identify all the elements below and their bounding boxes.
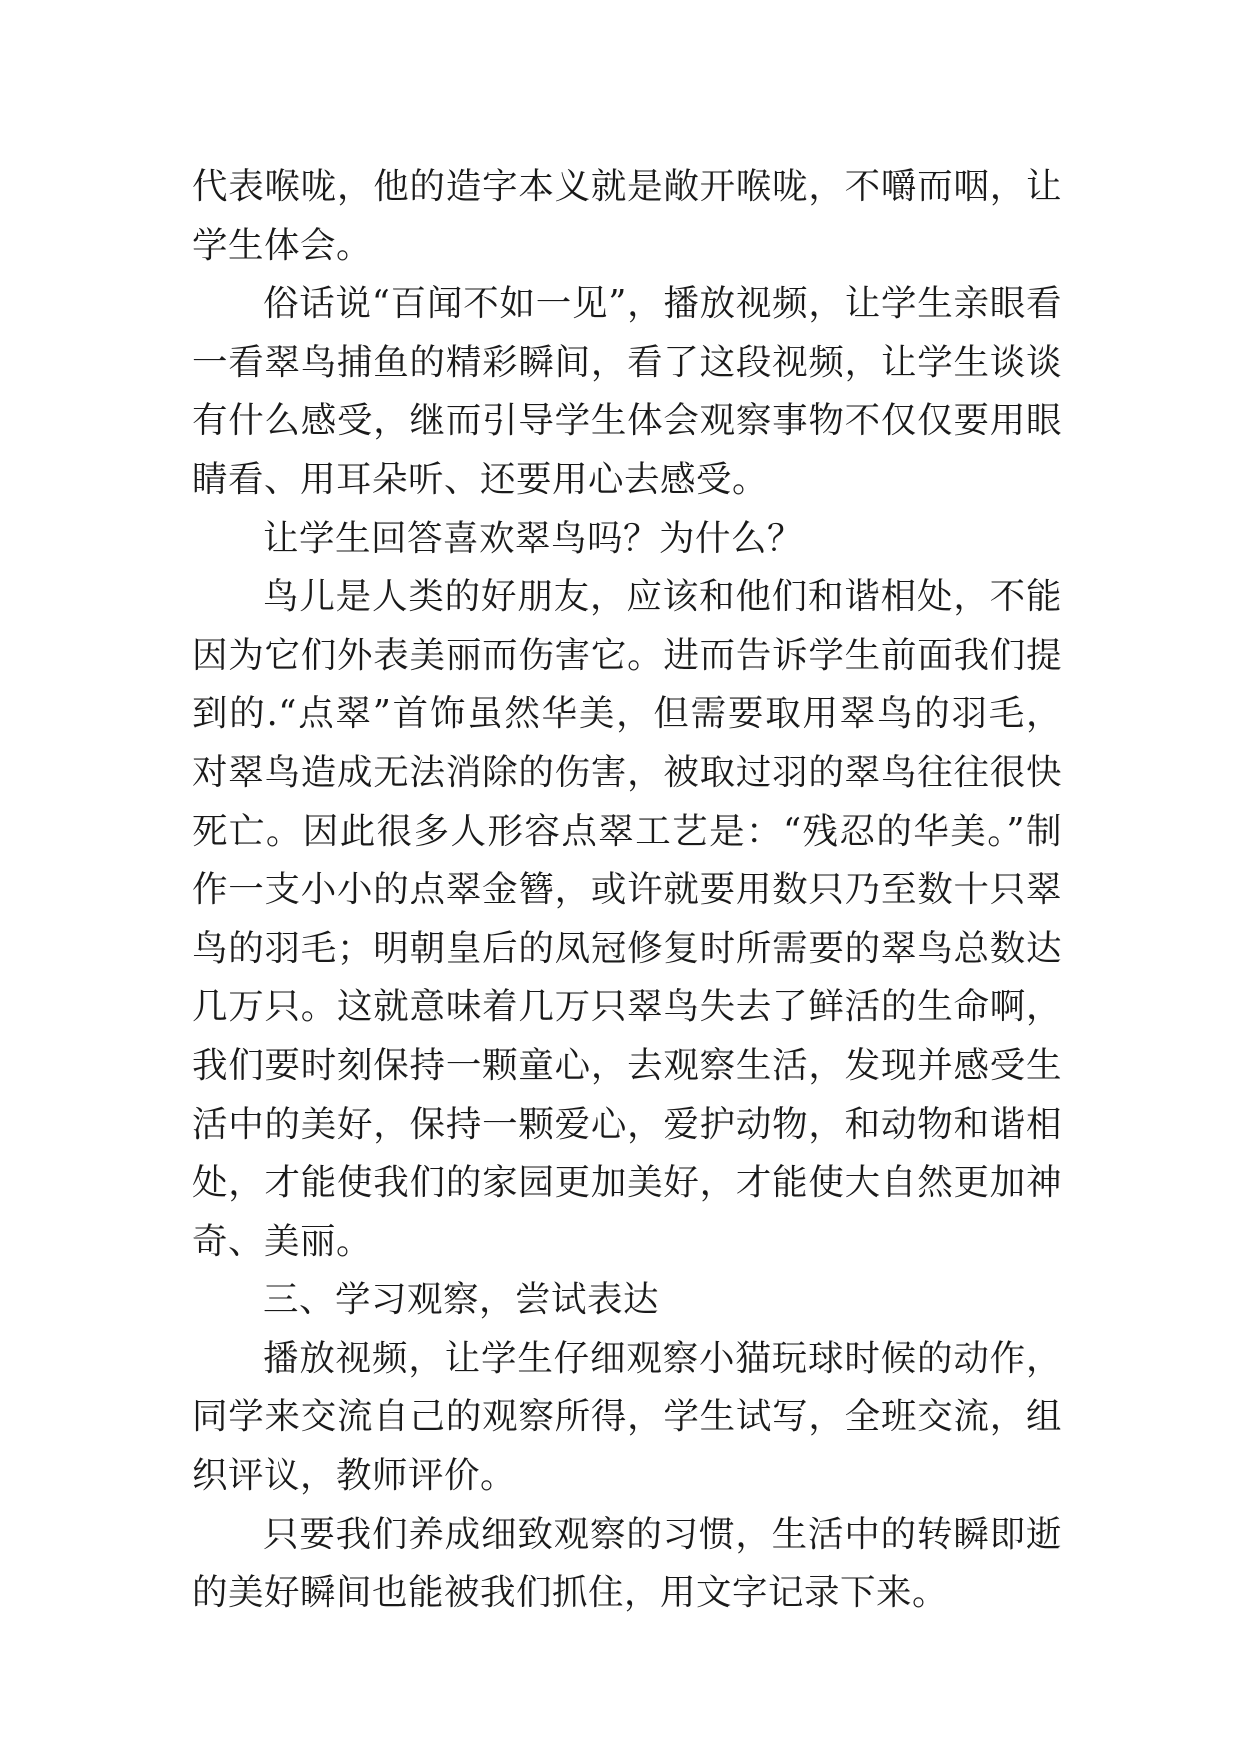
paragraph-protect-birds: 鸟儿是人类的好朋友，应该和他们和谐相处，不能因为它们外表美丽而伤害它。进而告诉学生前面我们提到的.“点翠”首饰虽然华美，但需要取用翠鸟的羽毛，对翠鸟造成无法消除的伤害，被取过羽的翠鸟往往很快死亡。因此很多人形容点翠工艺是：“残忍的华美。”制作一支小小的点翠金簪，或许就要用数只乃至数十只翠鸟的羽毛；明朝皇后的凤冠修复时所需要的翠鸟总数达几万只。这就意味着几万只翠鸟失去了鲜活的生命啊，我们要时刻保持一颗童心，去观察生活，发现并感受生活中的美好，保持一颗爱心，爱护动物，和动物和谐相处，才能使我们的家园更加美好，才能使大自然更加神奇、美丽。 [192,576,1062,1262]
paragraph-question: 让学生回答喜欢翠鸟吗？为什么？ [263,517,804,559]
paragraph-conclusion: 只要我们养成细致观察的习惯，生活中的转瞬即逝的美好瞬间也能被我们抓住，用文字记录下来。 [192,1513,1062,1614]
paragraph-continuation: 代表喉咙，他的造字本义就是敞开喉咙，不嚼而咽，让学生体会。 [192,166,1062,266]
section-heading: 三、学习观察，尝试表达 [263,1279,660,1321]
document-body [192,158,1062,1623]
paragraph-cat-video: 播放视频，让学生仔细观察小猫玩球时候的动作，同学来交流自己的观察所得，学生试写，全班交流，组织评议，教师评价。 [192,1337,1062,1497]
paragraph-video-intro: 俗话说“百闻不如一见”，播放视频，让学生亲眼看一看翠鸟捕鱼的精彩瞬间，看了这段视频，让学生谈谈有什么感受，继而引导学生体会观察事物不仅仅要用眼睛看、用耳朵听、还要用心去感受。 [192,283,1062,500]
